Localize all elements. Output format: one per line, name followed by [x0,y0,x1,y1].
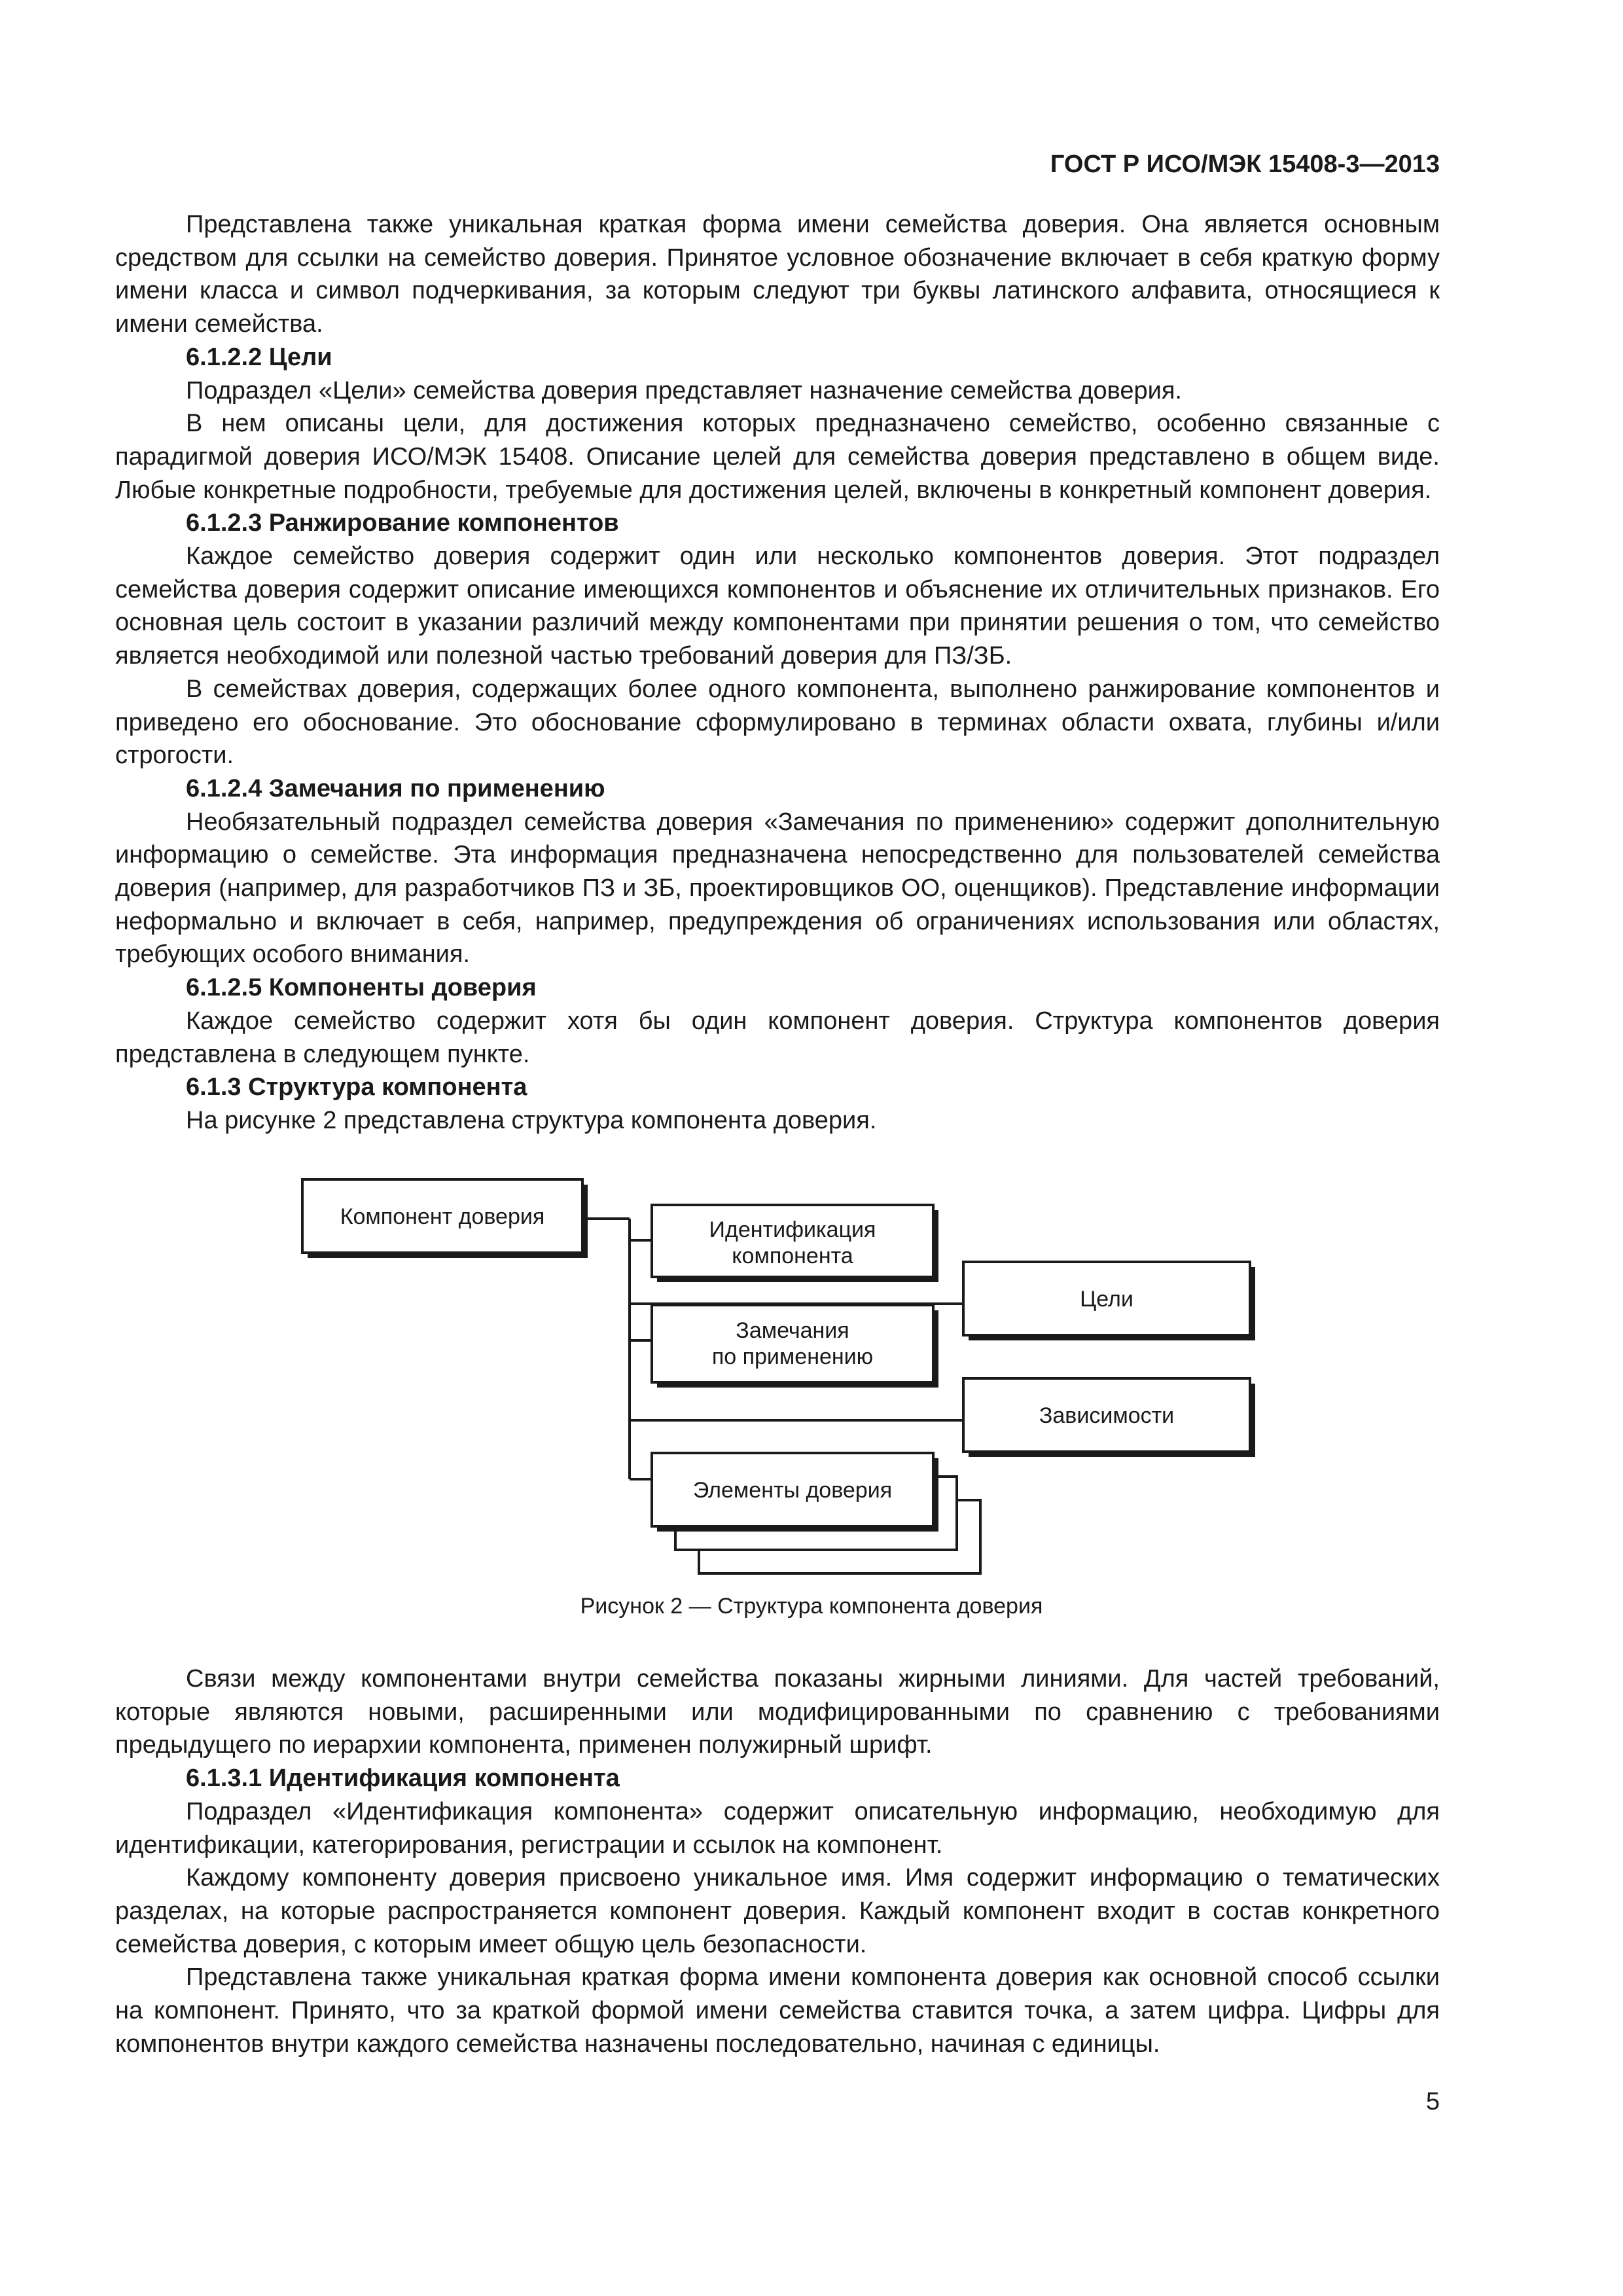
paragraph: Представлена также уникальная краткая форма имени компонента доверия как основной способ ссылки на компонент. Принято, что за краткой формой имени семейства ставится точка, а затем цифра. Цифры для компонентов внутри каждого семейства назначены последовательно, начиная с единицы. [115,1964,1440,2058]
box-elements-stack [652,1453,980,1573]
section-heading: 6.1.2.3 Ранжирование компонентов [186,509,619,537]
box-label-identification-1: Идентификация [709,1217,876,1242]
box-label-dependencies: Зависимости [1039,1403,1175,1428]
paragraph: Представлена также уникальная краткая форма имени семейства доверия. Она является основным средством для ссылки на семейство доверия. Принятое условное обозначение включает в себя краткую форму имени класса и символ подчеркивания, за которым следуют три буквы латинского алфавита, относящиеся к имени семейства. [115,211,1440,338]
section-heading: 6.1.3.1 Идентификация компонента [186,1765,620,1793]
section-heading: 6.1.3 Структура компонента [186,1073,527,1102]
paragraph: В семействах доверия, содержащих более одного компонента, выполнено ранжирование компонентов и приведено его обоснование. Это обоснование сформулировано в терминах области охвата, глубины и/или строгости. [115,675,1440,770]
document-header: ГОСТ Р ИСО/МЭК 15408-3—2013 [1050,151,1440,178]
section-heading: 6.1.2.2 Цели [186,343,332,371]
box-label-identification-2: компонента [732,1244,853,1268]
paragraph: Подраздел «Идентификация компонента» содержит описательную информацию, необходимую для идентификации, категорирования, регистрации и ссылок на компонент. [115,1797,1440,1859]
paragraph: Необязательный подраздел семейства доверия «Замечания по применению» содержит дополнительную информацию о семействе. Эта информация предназначена непосредственно для пользователей семейства доверия (например, для разработчиков ПЗ и ЗБ, проектировщиков ОО, оценщиков). Представление информации неформально и включает в себя, например, предупреждения об ограничениях использования или областях, требующих особого внимания. [115,808,1440,969]
page-number: 5 [1425,2088,1440,2115]
component-structure-figure [0,1158,1623,1617]
box-label-objectives: Цели [1080,1287,1133,1312]
box-component [302,1179,588,1258]
box-dependencies [963,1378,1255,1457]
section-heading: 6.1.2.5 Компоненты доверия [186,974,537,1002]
box-application-notes [652,1305,938,1388]
paragraph: Каждому компоненту доверия присвоено уникальное имя. Имя содержит информацию о тематических разделах, на которые распространяется компонент доверия. Каждый компонент входит в состав конкретного семейства доверия, с которым имеет общую цель безопасности. [115,1864,1440,1958]
paragraph: Подраздел «Цели» семейства доверия представляет назначение семейства доверия. [186,376,1182,404]
paragraph: Связи между компонентами внутри семейства показаны жирными линиями. Для частей требований, которые являются новыми, расширенными или модифицированными по сравнению с требованиями предыдущего по иерархии компонента, применен полужирный шрифт. [115,1665,1440,1759]
box-objectives [963,1262,1255,1340]
text-block-top [115,208,1440,1138]
paragraph: Каждое семейство доверия содержит один или несколько компонентов доверия. Этот подраздел семейства доверия содержит описание имеющихся компонентов и объяснение их отличительных признаков. Его основная цель состоит в указании различий между компонентами при принятии решения о том, что семейство является необходимой или полезной частью требований доверия для ПЗ/ЗБ. [115,543,1440,670]
figure-caption: Рисунок 2 — Структура компонента доверия [580,1594,1043,1619]
paragraph: На рисунке 2 представлена структура компонента доверия. [186,1106,877,1134]
box-label-elements: Элементы доверия [692,1478,893,1503]
text-block-bottom [115,1662,1440,2060]
box-label-application-notes-2: по применению [711,1344,874,1369]
paragraph: В нем описаны цели, для достижения которых предназначено семейство, особенно связанные с парадигмой доверия ИСО/МЭК 15408. Описание целей для семейства доверия представлено в общем виде. Любые конкретные подробности, требуемые для достижения целей, включены в конкретный компонент доверия. [115,410,1440,504]
paragraph: Каждое семейство содержит хотя бы один компонент доверия. Структура компонентов доверия представлена в следующем пункте. [115,1007,1440,1068]
box-label-application-notes-1: Замечания [736,1318,849,1343]
box-label-component: Компонент доверия [340,1204,545,1229]
box-identification [652,1205,938,1282]
box-frame [652,1305,933,1382]
section-heading: 6.1.2.4 Замечания по применению [186,774,605,802]
figure-diagram [0,1158,1623,1617]
